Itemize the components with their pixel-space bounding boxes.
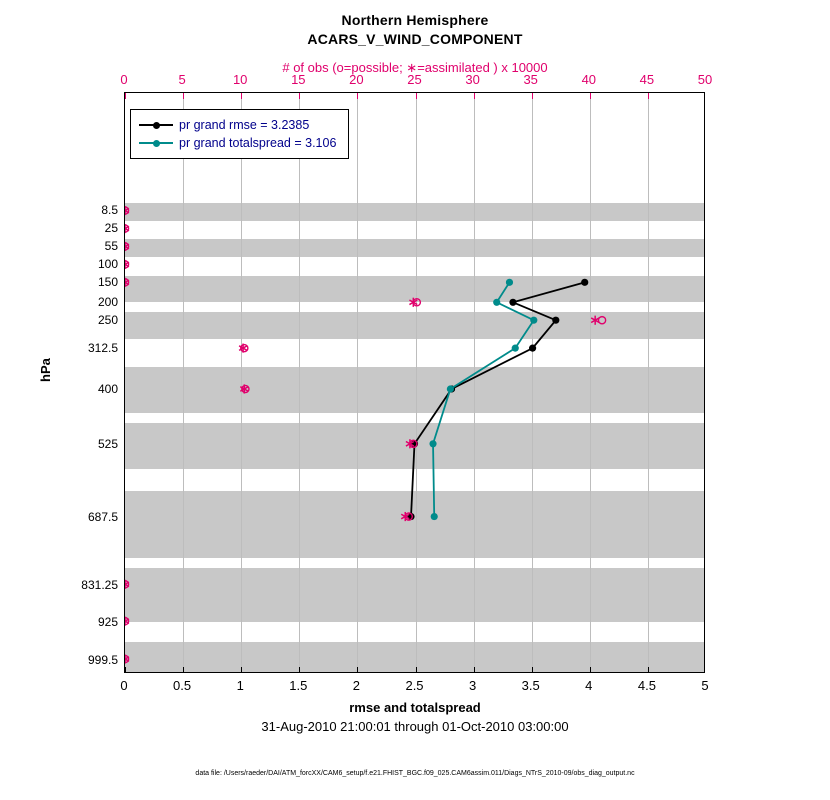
y-tick-label: 250 <box>97 313 118 327</box>
y-tick <box>124 623 125 624</box>
series-point <box>447 385 454 392</box>
x-tick-label: 1 <box>236 678 244 693</box>
y-tick <box>124 321 125 322</box>
top-x-tick-label: 25 <box>407 72 422 87</box>
legend-item-totalspread <box>139 134 336 152</box>
y-tick-label: 999.5 <box>87 653 118 667</box>
legend-label-totalspread: pr grand totalspread = 3.106 <box>179 136 337 150</box>
top-x-tick-label: 30 <box>465 72 480 87</box>
x-tick <box>416 667 417 673</box>
x-tick-label: 2.5 <box>405 678 424 693</box>
x-tick <box>125 667 126 673</box>
legend <box>130 109 349 159</box>
top-x-tick <box>416 93 417 99</box>
top-x-tick-label: 0 <box>120 72 128 87</box>
top-x-tick-label: 20 <box>349 72 364 87</box>
top-x-tick-label: 45 <box>639 72 655 87</box>
legend-swatch-totalspread <box>139 137 173 149</box>
x-tick-label: 0.5 <box>173 678 192 693</box>
y-tick <box>124 661 125 662</box>
series-line <box>433 282 534 516</box>
series-point <box>552 317 559 324</box>
plot-area <box>124 92 705 673</box>
date-range-label: 31-Aug-2010 21:00:01 through 01-Oct-2010 03:00:00 <box>261 719 569 734</box>
top-x-tick <box>474 93 475 99</box>
top-x-tick <box>357 93 358 99</box>
top-x-tick <box>648 93 649 99</box>
y-axis-label: hPa <box>38 358 53 382</box>
y-tick-label: 400 <box>97 382 118 396</box>
data-file-label: data file: /Users/raeder/DAI/ATM_forcXX/CAM6_setup/f.e21.FHIST_BGC.f09_025.CAM6assim.011/Diags_NTrS_2010-09/obs_diag_output.nc <box>195 770 635 777</box>
top-x-tick-label: 10 <box>232 72 248 87</box>
y-tick <box>124 247 125 248</box>
y-tick-label: 687.5 <box>87 510 118 524</box>
x-tick <box>648 667 649 673</box>
x-tick <box>590 667 591 673</box>
top-x-tick-label: 5 <box>178 72 186 87</box>
y-tick <box>124 445 125 446</box>
top-x-tick-label: 35 <box>523 72 538 87</box>
x-tick-label: 1.5 <box>289 678 308 693</box>
x-tick <box>299 667 300 673</box>
top-x-tick-label: 50 <box>697 72 713 87</box>
y-tick-label: 55 <box>104 239 118 253</box>
x-tick-label: 0 <box>120 678 128 693</box>
y-tick <box>124 211 125 212</box>
top-x-tick-label: 40 <box>581 72 597 87</box>
title-line-1: Northern Hemisphere <box>341 12 489 28</box>
series-line <box>411 282 585 516</box>
x-tick-label: 2 <box>352 678 361 693</box>
series-point <box>506 279 513 286</box>
obs-possible-marker <box>598 317 605 324</box>
x-tick-label: 4 <box>585 678 593 693</box>
top-x-tick <box>532 93 533 99</box>
y-tick-label: 100 <box>97 257 118 271</box>
top-x-tick <box>590 93 591 99</box>
x-tick <box>183 667 184 673</box>
x-tick <box>532 667 533 673</box>
x-tick <box>357 667 358 673</box>
title-line-2: ACARS_V_WIND_COMPONENT <box>307 31 523 47</box>
y-tick-label: 525 <box>97 437 118 451</box>
series-point <box>581 279 588 286</box>
series-point <box>509 299 516 306</box>
x-tick-label: 4.5 <box>637 678 656 693</box>
top-x-tick <box>299 93 300 99</box>
y-tick-label: 8.5 <box>101 203 118 217</box>
top-x-tick <box>125 93 126 99</box>
y-tick <box>124 349 125 350</box>
top-x-tick <box>183 93 184 99</box>
y-tick <box>124 390 125 391</box>
y-tick-label: 25 <box>104 221 118 235</box>
y-tick <box>124 586 125 587</box>
x-tick <box>241 667 242 673</box>
y-tick-label: 200 <box>97 295 118 309</box>
series-point <box>512 345 519 352</box>
chart-title <box>0 12 830 47</box>
y-tick-label: 831.25 <box>81 578 118 592</box>
y-tick <box>124 265 125 266</box>
series-point <box>429 440 436 447</box>
top-x-tick-label: 15 <box>291 72 306 87</box>
y-tick <box>124 283 125 284</box>
y-tick <box>124 518 125 519</box>
y-tick-label: 312.5 <box>87 341 118 355</box>
plot-overlay <box>125 93 704 672</box>
x-tick-label: 5 <box>701 678 709 693</box>
series-point <box>431 513 438 520</box>
top-x-tick <box>241 93 242 99</box>
x-tick <box>474 667 475 673</box>
x-tick-label: 3.5 <box>521 678 540 693</box>
top-axis-label: # of obs (o=possible; ∗=assimilated ) x 10000 <box>282 60 548 75</box>
y-tick <box>124 303 125 304</box>
series-point <box>530 317 537 324</box>
y-tick <box>124 229 125 230</box>
y-tick-label: 150 <box>97 275 118 289</box>
legend-item-rmse <box>139 116 336 134</box>
y-tick-label: 925 <box>97 615 118 629</box>
legend-swatch-rmse <box>139 119 173 131</box>
x-tick-label: 3 <box>468 678 477 693</box>
series-point <box>529 345 536 352</box>
x-axis-label: rmse and totalspread <box>349 700 481 715</box>
series-point <box>493 299 500 306</box>
legend-label-rmse: pr grand rmse = 3.2385 <box>179 118 310 132</box>
